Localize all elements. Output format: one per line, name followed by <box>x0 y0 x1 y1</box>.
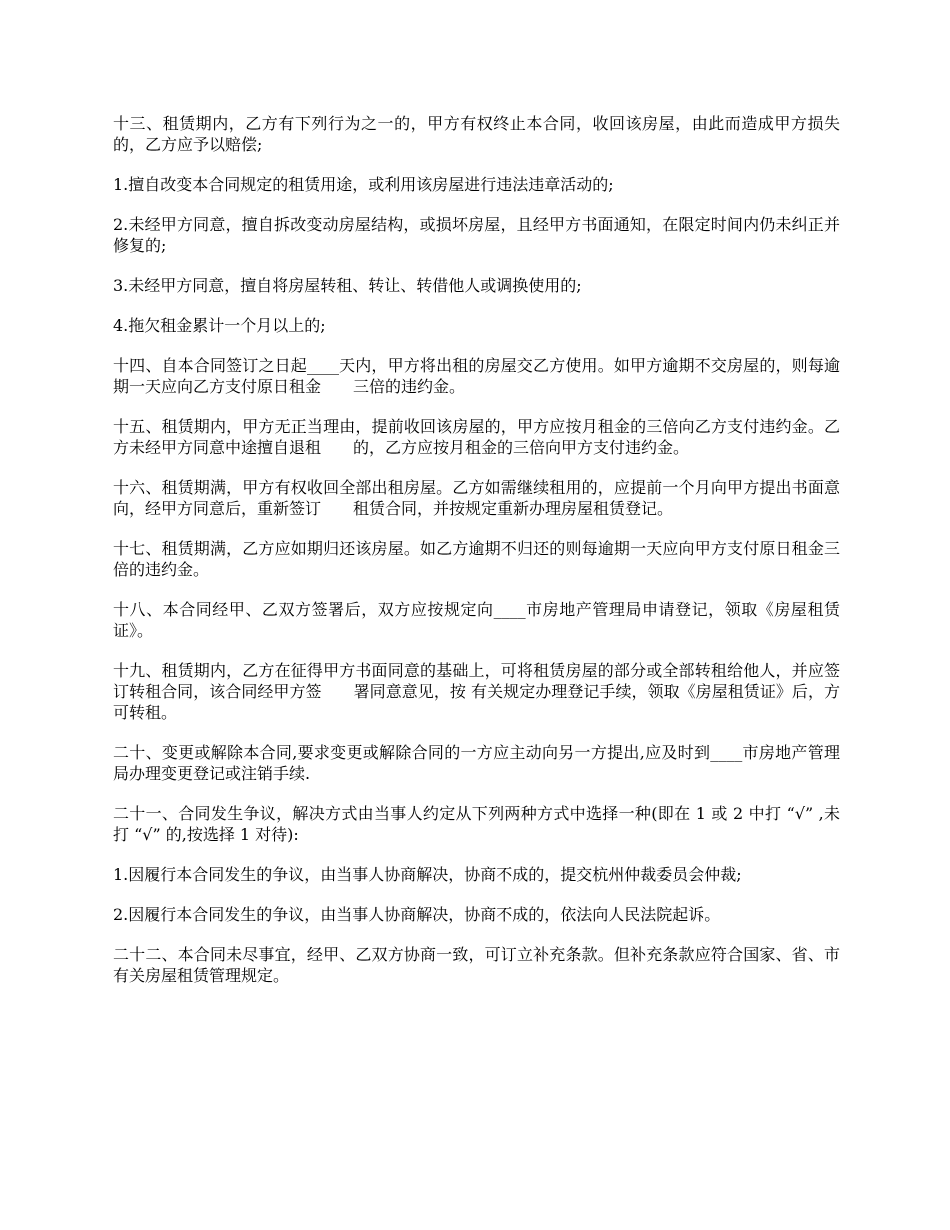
clause-13-item-4: 4.拖欠租金累计一个月以上的; <box>113 316 326 335</box>
clause-15-paragraph: 十五、租赁期内，甲方无正当理由，提前收回该房屋的，甲方应按月租金的三倍向乙方支付违约金。乙方未经甲方同意中途擅自退租 的，乙方应按月租金的三倍向甲方支付违约金。 <box>113 417 840 457</box>
clause-21-option-1: 1.因履行本合同发生的争议，由当事人协商解决，协商不成的，提交杭州仲裁委员会仲裁; <box>113 865 742 884</box>
clause-13-item-2: 2.未经甲方同意，擅自拆改变动房屋结构，或损坏房屋，且经甲方书面通知，在限定时间内仍未纠正并修复的; <box>113 215 840 255</box>
clause-19-paragraph: 十九、租赁期内，乙方在征得甲方书面同意的基础上，可将租赁房屋的部分或全部转租给他人，并应签订转租合同，该合同经甲方签 署同意意见，按 有关规定办理登记手续，领取《房屋租赁证》后，方可转租。 <box>113 661 840 722</box>
clause-13-item-3: 3.未经甲方同意，擅自将房屋转租、转让、转借他人或调换使用的; <box>113 276 582 295</box>
clause-22-paragraph: 二十二、本合同未尽事宜，经甲、乙双方协商一致，可订立补充条款。但补充条款应符合国家、省、市有关房屋租赁管理规定。 <box>113 945 840 985</box>
clause-21-option-2: 2.因履行本合同发生的争议，由当事人协商解决，协商不成的，依法向人民法院起诉。 <box>113 905 721 924</box>
clause-21-paragraph: 二十一、合同发生争议，解决方式由当事人约定从下列两种方式中选择一种(即在 1 或 2 中打 “√” ,未打 “√” 的,按选择 1 对待): <box>113 804 840 844</box>
clause-13-paragraph: 十三、租赁期内，乙方有下列行为之一的，甲方有权终止本合同，收回该房屋，由此而造成甲方损失的，乙方应予以赔偿; <box>113 114 840 154</box>
clause-17-paragraph: 十七、租赁期满，乙方应如期归还该房屋。如乙方逾期不归还的则每逾期一天应向甲方支付原日租金三倍的违约金。 <box>113 539 840 579</box>
clause-20-paragraph: 二十、变更或解除本合同,要求变更或解除合同的一方应主动向另一方提出,应及时到____市房地产管理局办理变更登记或注销手续. <box>113 743 840 783</box>
clause-13-item-1: 1.擅自改变本合同规定的租赁用途，或利用该房屋进行违法违章活动的; <box>113 175 614 194</box>
clause-16-paragraph: 十六、租赁期满，甲方有权收回全部出租房屋。乙方如需继续租用的，应提前一个月向甲方提出书面意向，经甲方同意后，重新签订 租赁合同，并按规定重新办理房屋租赁登记。 <box>113 478 840 518</box>
document-page <box>113 113 840 1005</box>
clause-14-paragraph: 十四、自本合同签订之日起____天内，甲方将出租的房屋交乙方使用。如甲方逾期不交房屋的，则每逾期一天应向乙方支付原日租金 三倍的违约金。 <box>113 356 840 396</box>
clause-18-paragraph: 十八、本合同经甲、乙双方签署后，双方应按规定向____市房地产管理局申请登记，领取《房屋租赁证》。 <box>113 600 840 640</box>
